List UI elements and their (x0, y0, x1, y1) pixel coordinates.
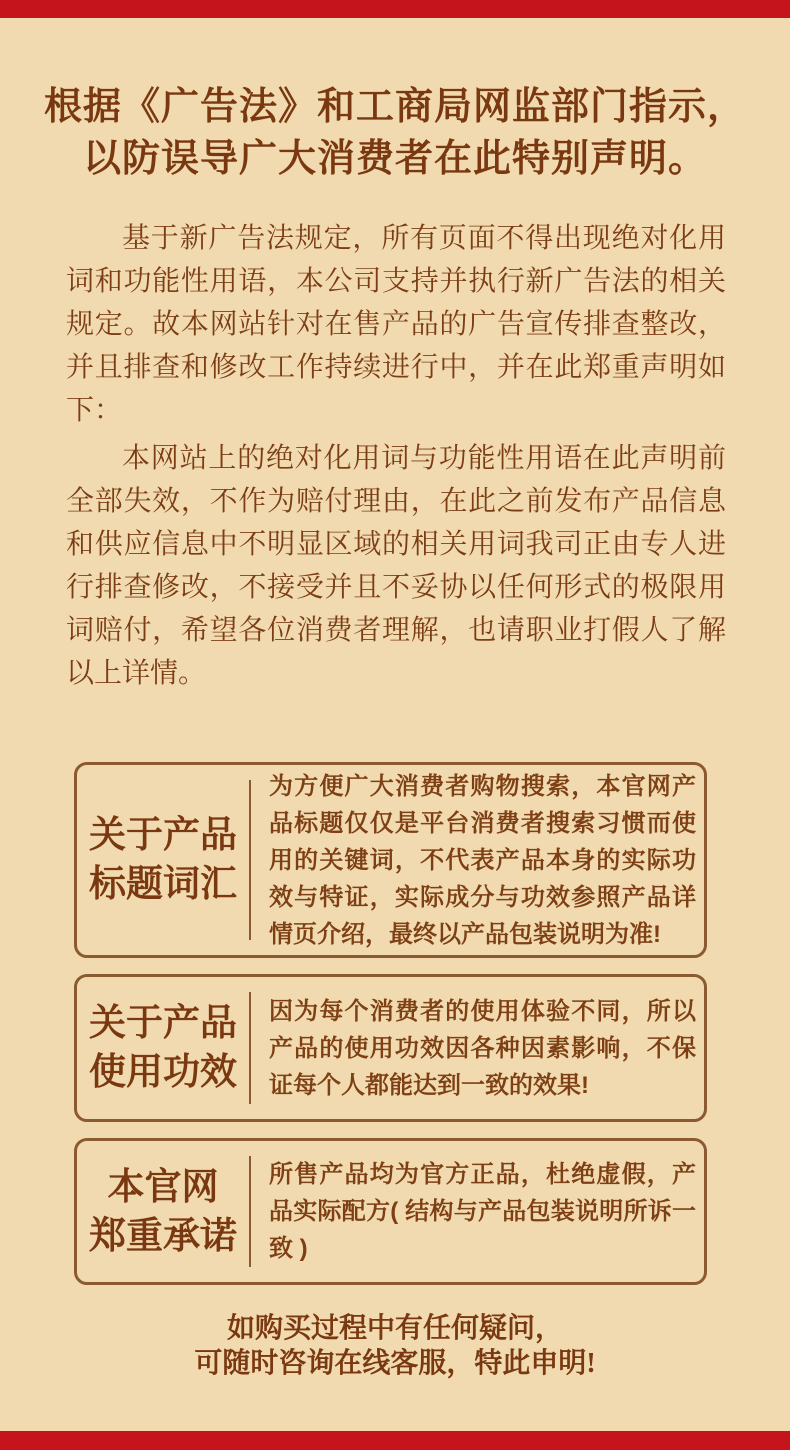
box-text: 因为每个消费者的使用体验不同，所以产品的使用功效因各种因素影响，不保证每个人都能达到一致的效果! (269, 997, 696, 1099)
box-label (77, 1163, 249, 1261)
top-red-bar (0, 0, 790, 18)
box-text: 为方便广大消费者购物搜索，本官网产品标题仅仅是平台消费者搜索习惯而使用的关键词，不代表产品本身的实际功效与特证，实际成分与功效参照产品详情页介绍，最终以产品包装说明为准! (269, 772, 696, 948)
page-title (0, 81, 790, 185)
box-label-line1: 关于产品 (89, 1003, 237, 1044)
box-label-line2: 使用功效 (89, 1052, 237, 1093)
page-title-line2: 以防误导广大消费者在此特别声明。 (82, 138, 707, 180)
box-label (77, 999, 249, 1097)
box-label-line2: 标题词汇 (89, 864, 237, 905)
disclaimer-box-official-promise (74, 1138, 707, 1285)
box-label-line1: 本官网 (107, 1166, 219, 1208)
disclaimer-box-product-effect (74, 974, 707, 1122)
statement-paragraph-1: 基于新广告法规定，所有页面不得出现绝对化用词和功能性用语，本公司支持并执行新广告法的相关规定。故本网站针对在售产品的广告宣传排查整改，并且排查和修改工作持续进行中，并在此郑重声明如下： (66, 223, 726, 426)
footer-note-line2: 可随时咨询在线客服，特此申明! (194, 1348, 596, 1379)
box-label (77, 811, 249, 909)
box-label-line1: 关于产品 (89, 815, 237, 856)
footer-note-line1: 如购买过程中有任何疑问， (226, 1313, 563, 1344)
page-title-line1: 根据《广告法》和工商局网监部门指示， (43, 86, 746, 128)
bottom-red-bar (0, 1431, 790, 1450)
box-label-line2: 郑重承诺 (89, 1215, 237, 1257)
statement-paragraph-2: 本网站上的绝对化用词与功能性用语在此声明前全部失效，不作为赔付理由，在此之前发布产品信息和供应信息中不明显区域的相关用词我司正由专人进行排查修改，不接受并且不妥协以任何形式的极限用词赔付，希望各位消费者理解，也请职业打假人了解以上详情。 (66, 443, 726, 689)
box-text: 所售产品均为官方正品，杜绝虚假，产品实际配方( 结构与产品包装说明所诉一致 ) (269, 1161, 696, 1262)
disclaimer-box-product-title (74, 762, 707, 958)
footer-note (0, 1311, 790, 1381)
